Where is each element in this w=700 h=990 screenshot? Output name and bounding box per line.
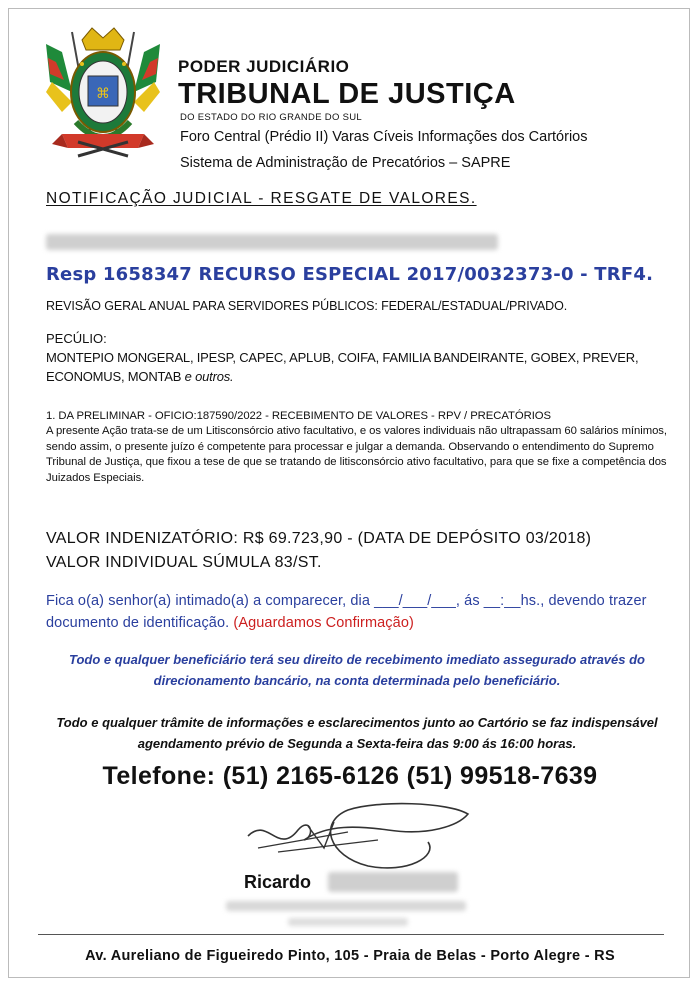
case-number-title: Resp 1658347 RECURSO ESPECIAL 2017/0032373-0 - TRF4.: [46, 264, 654, 285]
summons-text: Fica o(a) senhor(a) intimado(a) a comparecer, dia ___/___/___, ás __:__hs., devendo trazer documento de identificação.: [46, 593, 647, 631]
preliminary-section: [46, 409, 668, 486]
peculio-list-text: MONTEPIO MONGERAL, IPESP, CAPEC, APLUB, COIFA, FAMILIA BANDEIRANTE, GOBEX, PREVER, ECONOMUS, MONTAB: [46, 350, 639, 384]
procedures-paragraph: Todo e qualquer trâmite de informações e esclarecimentos junto ao Cartório se faz indispensável agendamento prévio de Segunda a Sexta-feira das 9:00 ás 16:00 horas.: [56, 715, 658, 751]
header-tribunal: TRIBUNAL DE JUSTIÇA: [178, 78, 516, 110]
header-system: Sistema de Administração de Precatórios – SAPRE: [180, 155, 511, 171]
beneficiary-paragraph: Todo e qualquer beneficiário terá seu direito de recebimento imediato assegurado através do direcionamento bancário, na conta determinada pelo beneficiário.: [68, 652, 645, 688]
coat-of-arms-emblem: [42, 22, 164, 162]
footer-divider: [38, 934, 664, 935]
header-forum: Foro Central (Prédio II) Varas Cíveis Informações dos Cartórios: [180, 129, 588, 145]
notice-title: NOTIFICAÇÃO JUDICIAL - RESGATE DE VALORES.: [46, 190, 477, 207]
value-line-1: VALOR INDENIZATÓRIO: R$ 69.723,90 - (DATA DE DEPÓSITO 03/2018): [46, 530, 592, 547]
signer-name: Ricardo: [244, 872, 312, 892]
footer-address: Av. Aureliano de Figueiredo Pinto, 105 - Praia de Belas - Porto Alegre - RS: [85, 948, 615, 964]
revision-line: REVISÃO GERAL ANUAL PARA SERVIDORES PÚBLICOS: FEDERAL/ESTADUAL/PRIVADO.: [46, 299, 568, 313]
svg-text:⌘: ⌘: [96, 86, 110, 102]
peculio-heading: PECÚLIO:: [46, 331, 107, 346]
value-line-2: VALOR INDIVIDUAL SÚMULA 83/ST.: [46, 554, 322, 571]
phone-numbers: Telefone: (51) 2165-6126 (51) 99518-7639: [102, 762, 598, 790]
header-state: DO ESTADO DO RIO GRANDE DO SUL: [180, 112, 362, 123]
redacted-signer-title: [226, 901, 466, 911]
preliminary-body: A presente Ação trata-se de um Litisconsórcio ativo facultativo, e os valores individuais não ultrapassam 60 salários mínimos, sendo assim, o presente juízo é competente para processar e julgar a demanda. Observando o entendimento do Supremo Tribunal de Justiça, que fixou a tese de que se tratando de litisconsórcio ativo facultativo, para que se fixe a competência dos Juizados Especiais.: [46, 425, 667, 484]
redacted-signer-subtitle: [288, 918, 408, 926]
summons-paragraph: [46, 590, 668, 634]
value-section: [46, 527, 668, 575]
peculio-list: [46, 348, 668, 386]
peculio-list-suffix: e outros.: [184, 369, 234, 384]
redacted-recipient: [46, 234, 498, 250]
header-power: PODER JUDICIÁRIO: [178, 57, 350, 76]
handwritten-signature: [238, 796, 478, 882]
preliminary-heading: 1. DA PRELIMINAR - OFICIO:187590/2022 - RECEBIMENTO DE VALORES - RPV / PRECATÓRIOS: [46, 410, 552, 422]
redacted-signer-surname: [328, 872, 458, 892]
summons-highlight: (Aguardamos Confirmação): [233, 615, 414, 631]
